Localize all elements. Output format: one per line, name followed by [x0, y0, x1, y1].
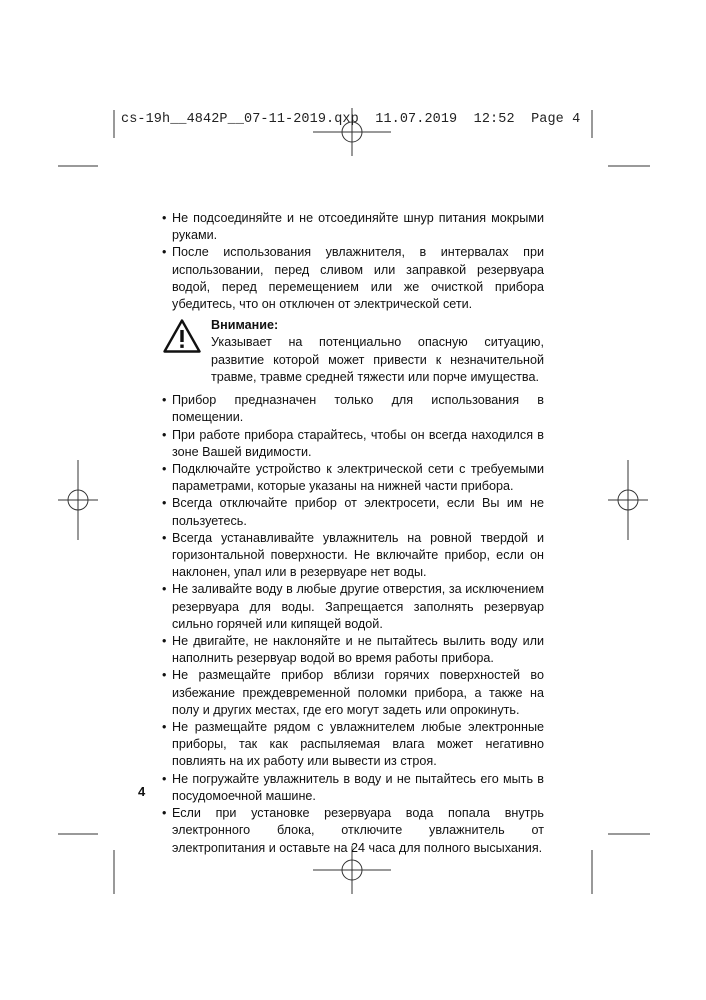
warning-block [162, 317, 544, 387]
registration-mark-left [58, 460, 98, 540]
page-content [162, 210, 544, 857]
warning-title: Внимание: [211, 318, 279, 333]
list-item: • Всегда устанавливайте увлажнитель на ровной твердой и горизонтальной поверхности. Не включайте прибор, если он наклонен, упал или в резервуаре нет воды. [162, 530, 544, 582]
registration-mark-right [608, 460, 648, 540]
list-item: • Если при установке резервуара вода попала внутрь электронного блока, отключите увлажнитель от электропитания и оставьте на 24 часа для полного высыхания. [162, 805, 544, 857]
list-item: • Подключайте устройство к электрической сети с требуемыми параметрами, которые указаны на нижней части прибора. [162, 461, 544, 495]
page-number: 4 [138, 784, 146, 799]
list-item: • При работе прибора старайтесь, чтобы он всегда находился в зоне Вашей видимости. [162, 427, 544, 461]
warning-triangle-icon [163, 319, 201, 353]
warning-text: Указывает на потенциально опасную ситуацию, развитие которой может привести к незначительной травме, травме средней тяжести или порче имущества. [211, 335, 544, 384]
list-item: • Не заливайте воду в любые другие отверстия, за исключением резервуара для воды. Запрещается заполнять резервуар сильно горячей или кипящей водой. [162, 581, 544, 633]
bullet-list-top [162, 210, 544, 313]
list-item: • Не размещайте рядом с увлажнителем любые электронные приборы, так как распыляемая влага может негативно повлиять на их работу или вывести из строя. [162, 719, 544, 771]
list-item: • После использования увлажнителя, в интервалах при использовании, перед сливом или заправкой резервуара водой, перед перемещением или же очисткой прибора убедитесь, что он отключен от электрической сети. [162, 244, 544, 313]
slug-line: cs-19h__4842P__07-11-2019.qxp 11.07.2019 12:52 Page 4 [121, 112, 581, 127]
list-item: • Не подсоединяйте и не отсоединяйте шнур питания мокрыми руками. [162, 210, 544, 244]
list-item: • Не погружайте увлажнитель в воду и не пытайтесь его мыть в посудомоечной машине. [162, 771, 544, 805]
list-item: • Всегда отключайте прибор от электросети, если Вы им не пользуетесь. [162, 495, 544, 529]
bullet-list-bottom [162, 392, 544, 856]
list-item: • Прибор предназначен только для использования в помещении. [162, 392, 544, 426]
list-item: • Не двигайте, не наклоняйте и не пытайтесь вылить воду или наполнить резервуар водой во время работы прибора. [162, 633, 544, 667]
list-item: • Не размещайте прибор вблизи горячих поверхностей во избежание преждевременной поломки прибора, а также на полу и других местах, где его могут задеть или опрокинуть. [162, 667, 544, 719]
